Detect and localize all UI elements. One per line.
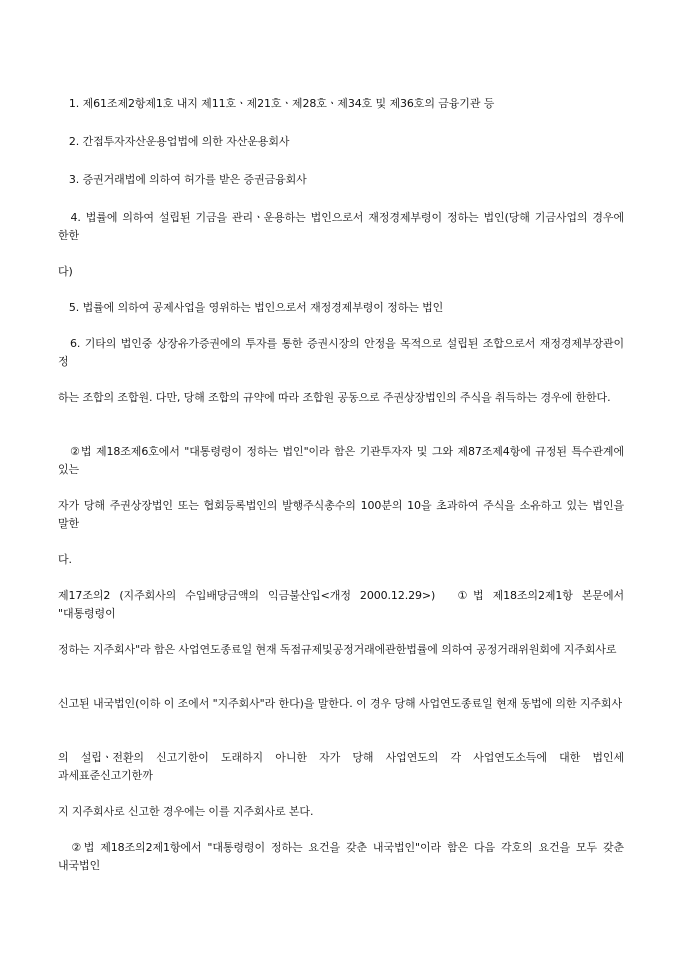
paragraph-clause-2-continued: 자가 당해 주권상장법인 또는 협회등록법인의 발행주식총수의 100분의 10을 초과하여 주식을 소유하고 있는 법인을 말한 [58,499,624,530]
paragraph-item-1: 1. 제61조제2항제1호 내지 제11호ㆍ제21호ㆍ제28호ㆍ제34호 및 제36호의 금융기관 등 [58,97,495,110]
paragraph-item-2: 2. 간접투자자산운용업법에 의한 자산운용회사 [58,135,290,148]
paragraph-article-17-2-cont-2: 신고된 내국법인(이하 이 조에서 "지주회사"라 한다)을 말한다. 이 경우 당해 사업연도종료일 현재 동법에 의한 지주회사 [58,697,622,710]
paragraph-article-17-2-cont-4: 지 지주회사로 신고한 경우에는 이를 지주회사로 본다. [58,805,314,818]
paragraph-item-6-continued: 하는 조합의 조합원. 다만, 당해 조합의 규약에 따라 조합원 공동으로 주권상장법인의 주식을 취득하는 경우에 한한다. [58,391,611,404]
paragraph-item-4-continued: 다) [58,265,73,278]
paragraph-clause-2: ②법 제18조제6호에서 "대통령령이 정하는 법인"이라 함은 기관투자자 및 그와 제87조제4항에 규정된 특수관계에 있는 [58,445,624,476]
paragraph-item-3: 3. 증권거래법에 의하여 허가를 받은 증권금융회사 [58,173,307,186]
paragraph-item-4: 4. 법률에 의하여 설립된 기금을 관리ㆍ운용하는 법인으로서 재정경제부령이 정하는 법인(당해 기금사업의 경우에 한한 [58,211,624,242]
paragraph-article-17-2-cont-1: 정하는 지주회사"라 함은 사업연도종료일 현재 독점규제및공정거래에관한법률에 의하여 공정거래위원회에 지주회사로 [58,643,617,656]
paragraph-clause-2-end: 다. [58,553,72,566]
paragraph-article-17-2-clause-2: ②법 제18조의2제1항에서 "대통령령이 정하는 요건을 갖춘 내국법인"이라 함은 다음 각호의 요건을 모두 갖춘 내국법인 [58,841,624,872]
paragraph-article-17-2: 제17조의2 (지주회사의 수입배당금액의 익금불산입<개정 2000.12.29>) ①법 제18조의2제1항 본문에서 "대통령령이 [58,589,624,620]
paragraph-article-17-2-cont-3: 의 설립ㆍ전환의 신고기한이 도래하지 아니한 자가 당해 사업연도의 각 사업연도소득에 대한 법인세 과세표준신고기한까 [58,751,624,782]
paragraph-item-6: 6. 기타의 법인중 상장유가증권에의 투자를 통한 증권시장의 안정을 목적으로 설립된 조합으로서 재정경제부장관이 정 [58,337,624,368]
paragraph-item-5: 5. 법률에 의하여 공제사업을 영위하는 법인으로서 재정경제부령이 정하는 법인 [58,301,444,314]
